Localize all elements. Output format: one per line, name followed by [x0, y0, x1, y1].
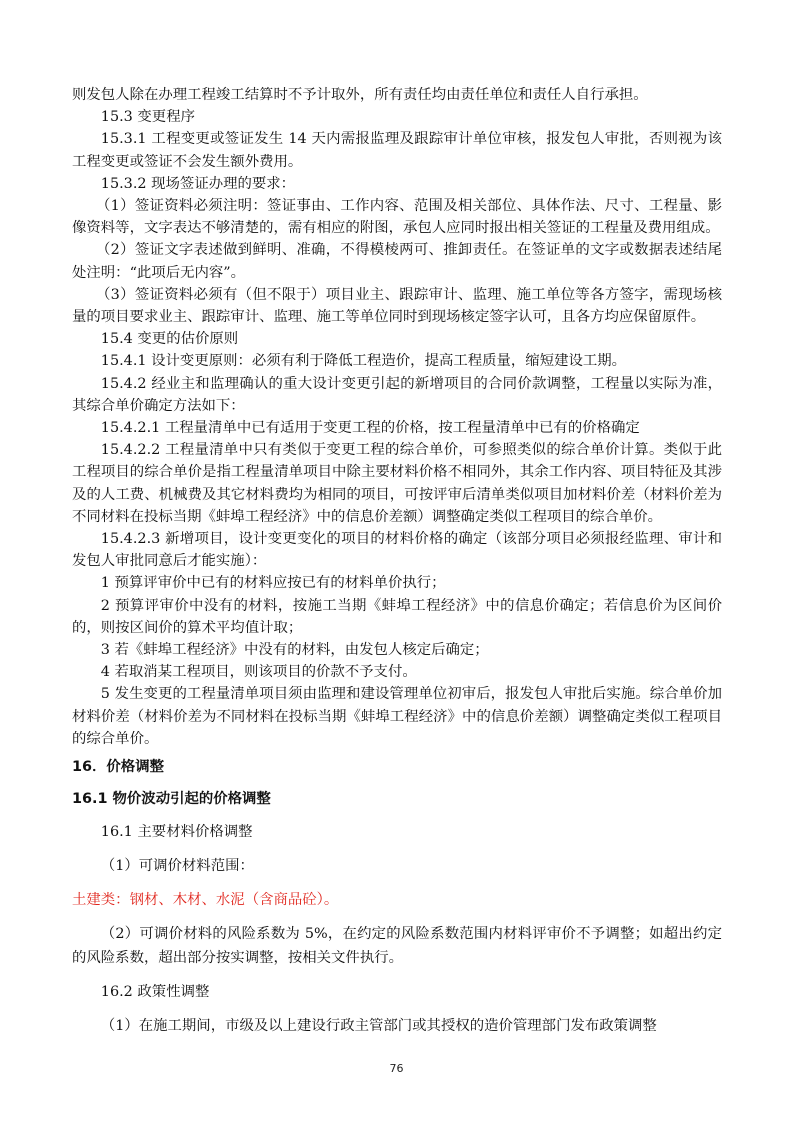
item-15-3-2-2: （2）签证文字表述做到鲜明、准确，不得模棱两可、推卸责任。在签证单的文字或数据表述结尾处注明：“此项后无内容”。 [72, 242, 722, 281]
list-item-5: 5 发生变更的工程量清单项目须由监理和建设管理单位初审后，报发包人审批后实施。综合单价加材料价差（材料价差为不同材料在投标当期《蚌埠工程经济》中的信息价差额）调整确定类似工程项目的综合单价。 [72, 686, 722, 747]
subsection-16-2: 16.2 政策性调整 [100, 984, 210, 1001]
item-15-3-2-3: （3）签证资料必须有（但不限于）项目业主、跟踪审计、监理、施工单位等各方签字，需现场核量的项目要求业主、跟踪审计、监理、施工等单位同时到现场核定签字认可，且各方均应保留原件。 [72, 286, 722, 326]
list-item-4: 4 若取消某工程项目，则该项目的价款不予支付。 [100, 664, 417, 681]
paragraph-continuation: 则发包人除在办理工程竣工结算时不予计取外，所有责任均由责任单位和责任人自行承担。 [72, 87, 648, 103]
clause-15-4-2: 15.4.2 经业主和监理确认的重大设计变更引起的新增项目的合同价款调整，工程量以实际为准，其综合单价确定方法如下： [72, 375, 722, 414]
item-16-1-1: （1）可调价材料范围： [100, 858, 254, 875]
item-15-3-2-1: （1）签证资料必须注明：签证事由、工作内容、范围及相关部位、具体作法、尺寸、工程量、影像资料等，文字表达不够清楚的，需有相应的附图，承包人应同时报出相关签证的工程量及费用组成。 [72, 198, 722, 237]
section-heading-15-3: 15.3 变更程序 [100, 109, 195, 126]
clause-15-3-1: 15.3.1 工程变更或签证发生 14 天内需报监理及跟踪审计单位审核，报发包人审批，否则视为该工程变更或签证不会发生额外费用。 [72, 131, 722, 170]
material-scope-red-text: 土建类：钢材、木材、水泥（含商品砼）。 [72, 892, 339, 909]
clause-15-3-2: 15.3.2 现场签证办理的要求： [100, 175, 296, 192]
clause-15-4-1: 15.4.1 设计变更原则：必须有利于降低工程造价，提高工程质量，缩短建设工期。 [100, 353, 627, 370]
item-16-1-2: （2）可调价材料的风险系数为 5%，在约定的风险系数范围内材料评审价不予调整；如超出约定的风险系数，超出部分按实调整，按相关文件执行。 [72, 926, 722, 967]
clause-15-4-2-2: 15.4.2.2 工程量清单中只有类似于变更工程的综合单价，可参照类似的综合单价计算。类似于此工程项目的综合单价是指工程量清单项目中除主要材料价格不相同外，其余工作内容、项目特征及其涉及的人工费、机械费及其它材料费均为相同的项目，可按评审后清单类似项目加材料价差（材料价差为不同材料在投标当期《蚌埠工程经济》中的信息价差额）调整确定类似工程项目的综合单价。 [72, 442, 722, 525]
section-heading-15-4: 15.4 变更的估价原则 [100, 331, 239, 348]
document-body [72, 84, 722, 1038]
section-heading-16: 16．价格调整 [72, 759, 164, 776]
clause-15-4-2-1: 15.4.2.1 工程量清单中已有适用于变更工程的价格，按工程量清单中已有的价格确定 [100, 420, 640, 437]
list-item-2: 2 预算评审价中没有的材料，按施工当期《蚌埠工程经济》中的信息价确定；若信息价为区间价的，则按区间价的算术平均值计取； [72, 597, 722, 636]
page-number: 76 [389, 1062, 404, 1075]
list-item-1: 1 预算评审价中已有的材料应按已有的材料单价执行； [100, 575, 446, 592]
subsection-16-1-materials: 16.1 主要材料价格调整 [100, 824, 253, 841]
clause-15-4-2-3: 15.4.2.3 新增项目，设计变更变化的项目的材料价格的确定（该部分项目必须报经监理、审计和发包人审批同意后才能实施）： [72, 531, 722, 570]
list-item-3: 3 若《蚌埠工程经济》中没有的材料，由发包人核定后确定； [100, 642, 489, 659]
section-heading-16-1: 16.1 物价波动引起的价格调整 [72, 791, 271, 808]
item-16-2-1: （1）在施工期间，市级及以上建设行政主管部门或其授权的造价管理部门发布政策调整 [100, 1018, 657, 1035]
